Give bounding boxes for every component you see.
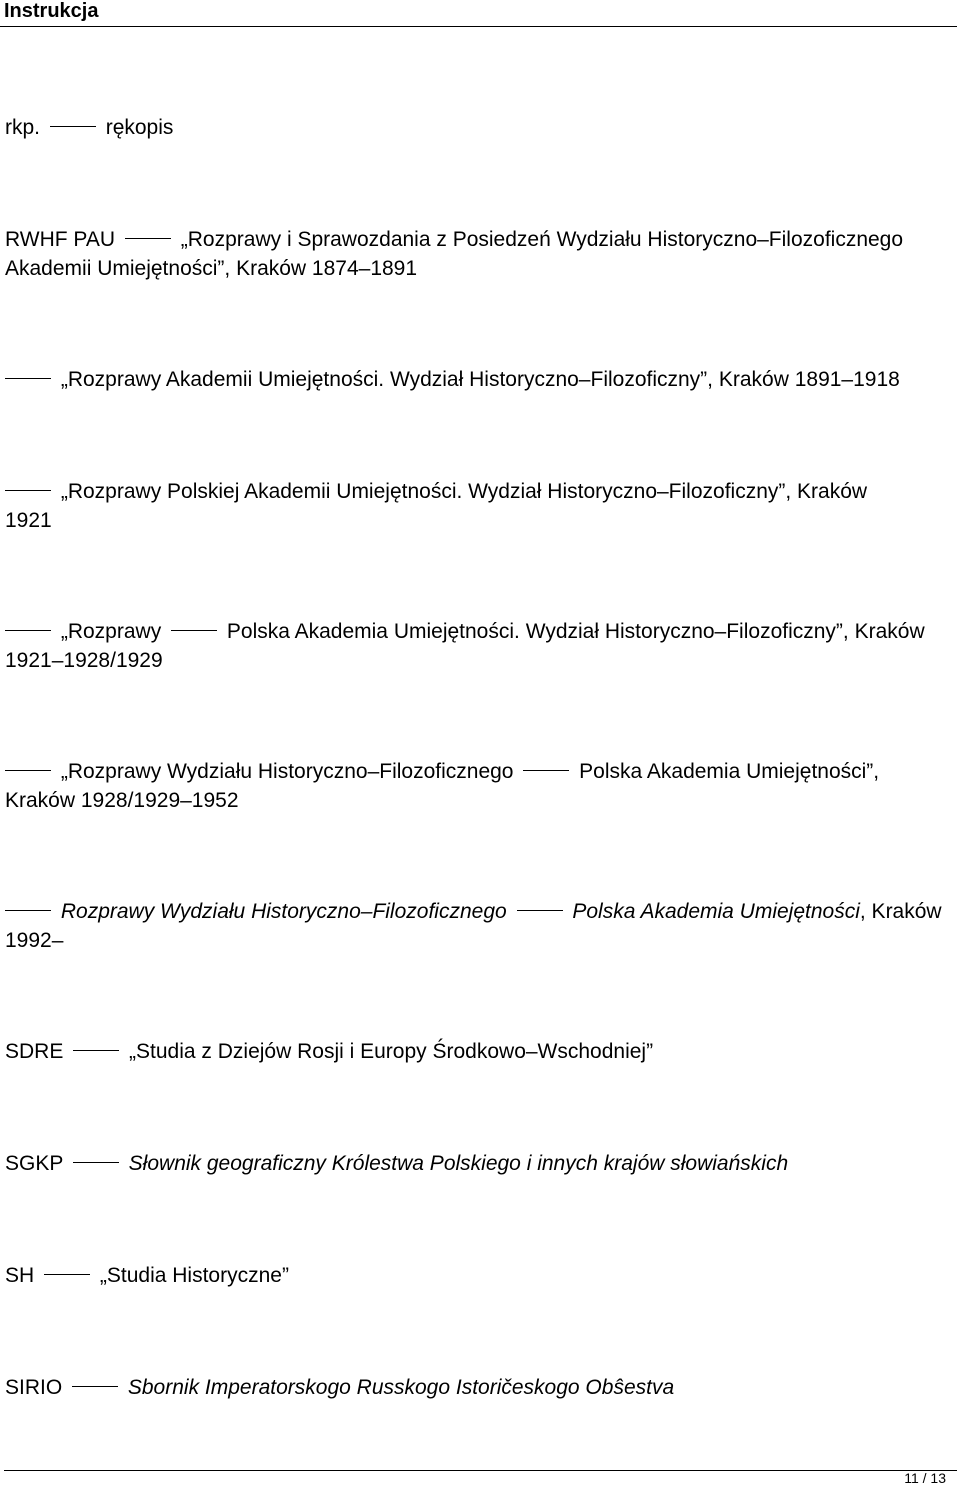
entry-desc: „Studia Historyczne”	[99, 1264, 289, 1287]
entry-desc-line2: 1992–	[5, 929, 64, 952]
entry-rkp	[5, 113, 950, 142]
em-dash	[5, 630, 51, 631]
entry-desc-part1: „Rozprawy	[60, 620, 162, 643]
page-number: 11 / 13	[904, 1470, 946, 1486]
em-dash	[5, 378, 51, 379]
em-dash	[517, 910, 563, 911]
entry-sh	[5, 1261, 950, 1290]
em-dash	[171, 630, 217, 631]
em-dash	[73, 1162, 119, 1163]
entry-desc-line1: Polska Akademia Umiejętności”,	[579, 760, 880, 783]
entry-desc-line2: 1921	[5, 509, 52, 532]
entry-rwhf-1992	[5, 897, 950, 955]
em-dash	[73, 1050, 119, 1051]
entry-desc: Sbornik Imperatorskogo Russkogo Istoričeskogo Obŝestva	[127, 1376, 675, 1399]
entry-desc-line2: Kraków 1928/1929–1952	[5, 789, 239, 812]
entry-rwhf-1921-1929	[5, 617, 950, 675]
em-dash	[44, 1274, 90, 1275]
entry-desc-line2: 1921–1928/1929	[5, 649, 163, 672]
header-title: Instrukcja	[4, 0, 99, 22]
em-dash	[125, 238, 171, 239]
entry-desc: „Studia z Dziejów Rosji i Europy Środkowo–Wschodniej”	[129, 1040, 654, 1063]
entry-abbr: SIRIO	[5, 1376, 63, 1399]
entry-desc-line2: Akademii Umiejętności”, Kraków 1874–1891	[5, 257, 418, 280]
em-dash	[72, 1386, 118, 1387]
em-dash	[523, 770, 569, 771]
em-dash	[5, 490, 51, 491]
em-dash	[5, 910, 51, 911]
entry-desc: Słownik geograficzny Królestwa Polskiego i innych krajów słowiańskich	[128, 1152, 789, 1175]
entry-desc-part1: „Rozprawy Wydziału Historyczno–Filozoficznego	[60, 760, 514, 783]
entry-desc-line1: „Rozprawy Polskiej Akademii Umiejętności. Wydział Historyczno–Filozoficzny”, Kraków	[60, 480, 868, 503]
entry-desc: rękopis	[105, 116, 174, 139]
entry-abbr: rkp.	[5, 116, 41, 139]
em-dash	[50, 126, 96, 127]
entry-abbr: RWHF PAU	[5, 228, 116, 251]
page-header	[0, 0, 957, 27]
entry-sgkp	[5, 1149, 950, 1178]
entry-abbr: SDRE	[5, 1040, 64, 1063]
entry-desc-part2: Polska Akademia Umiejętności	[572, 900, 860, 923]
entry-desc-line1: Polska Akademia Umiejętności. Wydział Historyczno–Filozoficzny”, Kraków	[226, 620, 925, 643]
entry-desc-part1: Rozprawy Wydziału Historyczno–Filozoficznego	[60, 900, 507, 923]
footer-rule	[4, 1470, 957, 1471]
entry-desc-part3: , Kraków	[859, 900, 942, 923]
entry-rwhf-1891	[5, 365, 950, 394]
entry-desc: „Rozprawy Akademii Umiejętności. Wydział Historyczno–Filozoficzny”, Kraków 1891–1918	[60, 368, 900, 391]
entry-rwhf-1929-1952	[5, 757, 950, 815]
entry-sirio	[5, 1373, 950, 1402]
entry-sdre	[5, 1037, 950, 1066]
entry-abbr: SGKP	[5, 1152, 63, 1175]
em-dash	[5, 770, 51, 771]
entry-rwhf-1921	[5, 477, 950, 535]
entry-desc-line1: „Rozprawy i Sprawozdania z Posiedzeń Wydziału Historyczno–Filozoficznego	[180, 228, 904, 251]
entry-abbr: SH	[5, 1264, 35, 1287]
entry-rwhf-pau	[5, 225, 950, 283]
